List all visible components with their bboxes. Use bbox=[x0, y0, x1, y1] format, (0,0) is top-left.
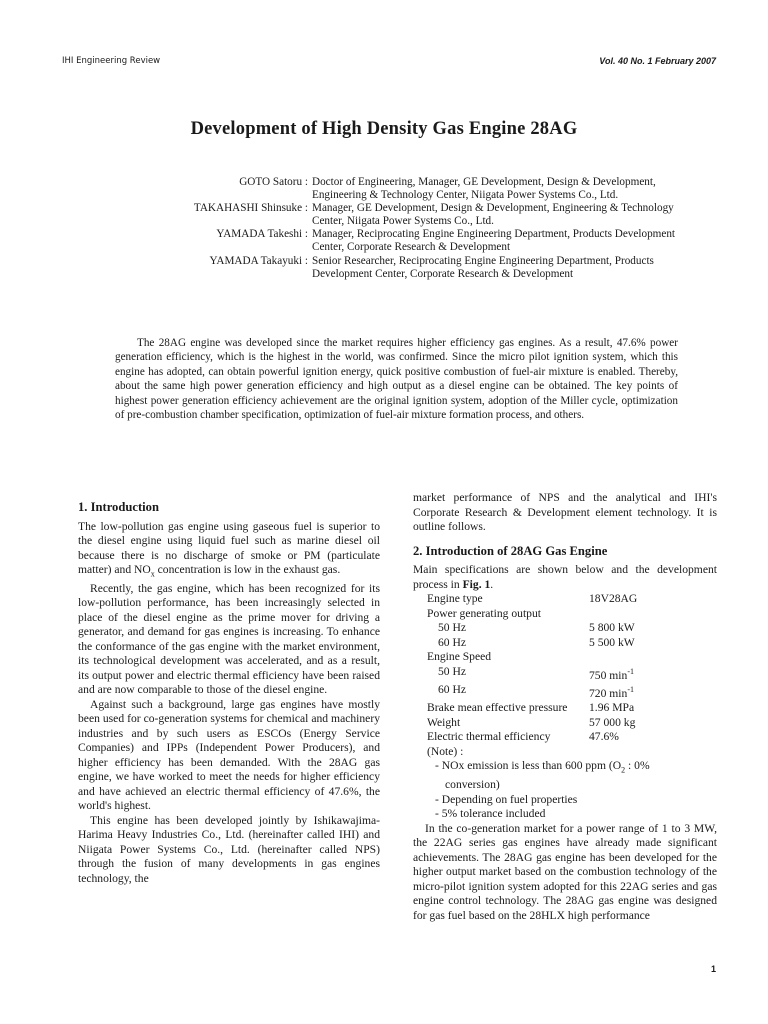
author-name: YAMADA Takeshi : bbox=[216, 228, 308, 241]
author-affiliation: Manager, GE Development, Design & Development, Engineering & Technology Center, Niigata Power Systems Co., Ltd. bbox=[312, 202, 674, 228]
author-row bbox=[120, 228, 720, 254]
note-item: - Depending on fuel properties bbox=[435, 792, 578, 806]
issue-info: Vol. 40 No. 1 February 2007 bbox=[599, 56, 716, 66]
spec-value-text: 750 min bbox=[589, 668, 628, 682]
author-name: TAKAHASHI Shinsuke : bbox=[193, 202, 308, 215]
abstract bbox=[115, 336, 678, 422]
note-item-continuation: conversion) bbox=[445, 778, 500, 792]
author-affiliation: Manager, Reciprocating Engine Engineering Department, Products Development Center, Corporate Research & Development bbox=[312, 228, 676, 254]
author-name: YAMADA Takayuki : bbox=[209, 254, 308, 267]
note-item bbox=[413, 759, 717, 778]
spec-key: Engine type bbox=[427, 592, 483, 605]
spec-key: Brake mean effective pressure bbox=[427, 701, 568, 715]
author-name: GOTO Satoru : bbox=[239, 176, 308, 188]
spec-list bbox=[413, 592, 717, 745]
spec-key: Weight bbox=[427, 715, 461, 729]
paragraph: Recently, the gas engine, which has been recognized for its low-pollution performance, has been increasingly selected in place of the diesel engine as the prime mover for driving a generator, and demand for gas engines is increasing. To enhance the conformance of the gas engine with the market environment, its technological development was accelerated, and as a result, its output power and electric thermal efficiency have been raised and are now comparable to those of the diesel engine. bbox=[78, 581, 380, 697]
spec-row bbox=[413, 665, 717, 683]
spec-row bbox=[413, 683, 717, 701]
subscript: x bbox=[150, 569, 155, 579]
paragraph-text: Main specifications are shown below and the development process in bbox=[413, 563, 717, 591]
author-affiliation: Doctor of Engineering, Manager, GE Development, Design & Development, Engineering & Technology Center, Niigata Power Systems Co., Ltd. bbox=[312, 176, 656, 202]
journal-name: IHI Engineering Review bbox=[62, 56, 161, 66]
author-row bbox=[120, 202, 720, 228]
right-column bbox=[413, 491, 717, 923]
spec-value bbox=[589, 665, 717, 683]
spec-value bbox=[589, 683, 717, 701]
left-column bbox=[78, 494, 380, 886]
note-label: (Note) : bbox=[427, 744, 464, 758]
spec-value: 57 000 kg bbox=[589, 715, 636, 729]
spec-value: 1.96 MPa bbox=[589, 701, 635, 715]
paragraph: market performance of NPS and the analytical and IHI's Corporate Research & Development element technology. It is outline follows. bbox=[413, 491, 717, 533]
spec-value: 18V28AG bbox=[589, 592, 638, 605]
paragraph-text: The low-pollution gas engine using gaseous fuel is superior to the diesel engine using liquid fuel such as marine diesel oil because there is no discharge of smoke or PM (particulate matter) and NO bbox=[78, 519, 380, 576]
spec-key: Engine Speed bbox=[427, 650, 492, 663]
spec-key: 60 Hz bbox=[438, 635, 467, 649]
spec-row bbox=[413, 730, 717, 745]
spec-key: 60 Hz bbox=[438, 682, 467, 696]
note-item: - 5% tolerance included bbox=[435, 807, 546, 821]
paragraph-text: concentration is low in the exhaust gas. bbox=[154, 563, 341, 576]
spec-row bbox=[413, 701, 717, 716]
author-row bbox=[120, 255, 720, 281]
spec-key: 50 Hz bbox=[438, 621, 467, 634]
author-affiliation: Senior Researcher, Reciprocating Engine Engineering Department, Products Development Center, Corporate Research & Development bbox=[312, 254, 654, 280]
author-row bbox=[120, 176, 720, 202]
figure-ref: Fig. 1 bbox=[462, 577, 491, 591]
paragraph bbox=[78, 520, 380, 582]
paragraph bbox=[413, 563, 717, 592]
subscript: 2 bbox=[621, 765, 626, 775]
paragraph-text: . bbox=[490, 577, 494, 591]
spec-row bbox=[413, 621, 717, 636]
spec-key: Electric thermal efficiency bbox=[427, 730, 551, 744]
section-heading-introduction: 1. Introduction bbox=[78, 500, 159, 514]
spec-value bbox=[589, 607, 717, 622]
abstract-text: The 28AG engine was developed since the market requires higher efficiency gas engines. As a result, 47.6% power generation efficiency, which is the highest in the world, was confirmed. Since the micro pilot ignition system, which this engine has adopted, can obtain powerful ignition energy, quick positive combustion of fuel-air mixture is enabled. Thereby, about the same high power generation efficiency and high output as a diesel engine can be obtained. The key points of highest power generation efficiency achievement are the original ignition system, adoption of the Miller cycle, optimization of pre-combustion chamber specification, optimization of fuel-air mixture formation process, and others. bbox=[115, 337, 678, 422]
section-heading-28ag: 2. Introduction of 28AG Gas Engine bbox=[413, 543, 608, 558]
paragraph: This engine has been developed jointly by Ishikawajima-Harima Heavy Industries Co., Ltd. (hereinafter called IHI) and Niigata Power Systems Co., Ltd. (hereinafter called NPS) through the fusion of many developments in gas engines technology, the bbox=[78, 813, 380, 885]
spec-key: 50 Hz bbox=[438, 664, 467, 678]
spec-row bbox=[413, 607, 717, 622]
paragraph: In the co-generation market for a power range of 1 to 3 MW, the 22AG series gas engines have already made significant achievements. The 28AG gas engine has been developed for the higher output market based on the combustion technology of the micro-pilot ignition system adopted for this 22AG series and gas engine control technology. The 28AG gas engine was designed for gas fuel based on the 28HLX high performance bbox=[413, 821, 717, 922]
spec-row bbox=[413, 636, 717, 651]
author-list bbox=[120, 176, 720, 281]
note-text: : 0% bbox=[625, 759, 650, 773]
spec-value bbox=[589, 650, 717, 665]
spec-value: 5 800 kW bbox=[589, 621, 635, 634]
paper-title: Development of High Density Gas Engine 28AG bbox=[190, 119, 578, 139]
spec-value-text: 720 min bbox=[589, 686, 628, 700]
superscript: -1 bbox=[627, 666, 634, 676]
note-text: - NOx emission is less than 600 ppm (O bbox=[435, 759, 622, 773]
spec-row bbox=[413, 592, 717, 607]
spec-key: Power generating output bbox=[427, 606, 541, 620]
spec-row bbox=[413, 716, 717, 731]
spec-value: 5 500 kW bbox=[589, 635, 635, 649]
spec-value: 47.6% bbox=[589, 730, 619, 744]
spec-row bbox=[413, 650, 717, 665]
superscript: -1 bbox=[627, 684, 634, 694]
page-number: 1 bbox=[710, 964, 716, 974]
paragraph: Against such a background, large gas engines have mostly been used for co-generation systems for chemical and machinery industries and by such users as ESCOs (Energy Service Companies) and IPPs (Independent Power Producers), and higher efficiency has been demanded. With the 28AG gas engine, we have worked to meet the needs for higher efficiency and have achieved an electric thermal efficiency of 47.6%, the world's highest. bbox=[78, 697, 380, 813]
